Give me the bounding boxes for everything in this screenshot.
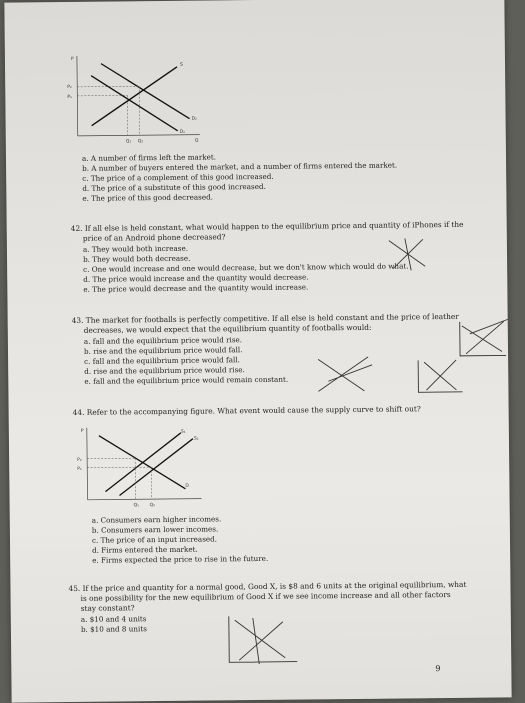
q43-option-b: b. rise and the equilibrium price would fall.	[84, 345, 243, 356]
q41-option-e: e. The price of this good decreased.	[82, 192, 213, 203]
q45-stem-line2: is one possibility for the new equilibrium of Good X if we see income increase and all other factors	[81, 590, 451, 603]
q42-stem-line2: price of an Android phone decreased?	[83, 232, 226, 243]
q41-option-b: b. A number of buyers entered the market, and a number of firms entered the market.	[82, 161, 397, 174]
p2-label: P₂	[67, 84, 72, 90]
q2-label: Q₂	[150, 502, 156, 508]
q42-option-c: c. One would increase and one would decrease, but we don't know which would do what.	[83, 261, 408, 274]
q43-option-a: a. fall and the equilibrium price would rise.	[84, 335, 242, 346]
exam-page	[4, 0, 511, 703]
supply-line	[91, 67, 178, 126]
p-axis-label: P	[71, 56, 74, 62]
q43-option-e: e. fall and the equilibrium price would remain constant.	[84, 375, 288, 387]
handwritten-sketch-q45	[223, 612, 304, 669]
q41-option-c: c. The price of a complement of this good increased.	[82, 172, 274, 184]
demand-line	[99, 435, 186, 490]
q42-option-b: b. They would both decrease.	[83, 254, 190, 265]
q44-option-d: d. Firms entered the market.	[92, 545, 198, 556]
d-label: D	[185, 483, 189, 489]
p1-label: P₁	[77, 466, 82, 472]
q42-option-e: e. The price would decrease and the quantity would increase.	[83, 282, 308, 294]
q42-option-a: a. They would both increase.	[83, 244, 188, 255]
q45-stem-line1: 45. If the price and quantity for a normal good, Good X, is $8 and 6 units at the original equilibrium, what	[68, 580, 466, 594]
q1-label: Q₁	[126, 138, 132, 144]
p1-label: P₁	[67, 94, 72, 100]
page-number: 9	[435, 664, 440, 673]
supply-demand-figure-2	[81, 424, 212, 509]
q43-stem-line2: decreases, we would expect that the equilibrium quantity of footballs would:	[84, 323, 372, 336]
q2-label: Q₂	[138, 138, 144, 144]
handwritten-scribble-q42	[385, 236, 435, 273]
q44-option-b: b. Consumers earn lower incomes.	[92, 524, 218, 535]
q45-option-b: b. $10 and 8 units	[81, 624, 147, 634]
handwritten-sketch-q43-a	[314, 351, 374, 396]
d2-label: D₂	[192, 116, 198, 122]
q45-option-a: a. $10 and 4 units	[81, 614, 147, 624]
s2-label: S₂	[194, 436, 199, 442]
q43-option-c: c. fall and the equilibrium price would fall.	[84, 355, 240, 366]
q1-label: Q₁	[134, 502, 140, 508]
q43-stem-line1: 43. The market for footballs is perfectly competitive. If all else is held constant and the price of leather	[72, 312, 459, 326]
q42-option-d: d. The price would increase and the quantity would decrease.	[83, 272, 308, 284]
s-label: S	[180, 62, 183, 68]
supply-demand-figure-1	[69, 52, 210, 149]
q44-option-c: c. The price of an input increased.	[92, 534, 217, 545]
handwritten-sketch-q43-c	[456, 315, 511, 362]
q45-stem-line3: stay constant?	[81, 603, 135, 613]
q43-option-d: d. rise and the equilibrium price would rise.	[84, 365, 245, 376]
s1-label: S₁	[181, 429, 186, 435]
q-axis-label: Q	[195, 138, 199, 144]
q42-stem-line1: 42. If all else is held constant, what would happen to the equilibrium price and quantity of iPhones if the	[71, 220, 464, 234]
q41-option-d: d. The price of a substitute of this good increased.	[82, 182, 266, 194]
q41-option-a: a. A number of firms left the market.	[82, 152, 216, 163]
q44-option-a: a. Consumers earn higher incomes.	[92, 514, 222, 525]
p2-label: P₂	[77, 457, 82, 463]
q44-option-e: e. Firms expected the price to rise in the future.	[92, 554, 268, 565]
d1-label: D₁	[180, 129, 186, 135]
q44-stem: 44. Refer to the accompanying figure. What event would cause the supply curve to shift out?	[73, 404, 421, 417]
p-axis-label: P	[81, 428, 84, 434]
